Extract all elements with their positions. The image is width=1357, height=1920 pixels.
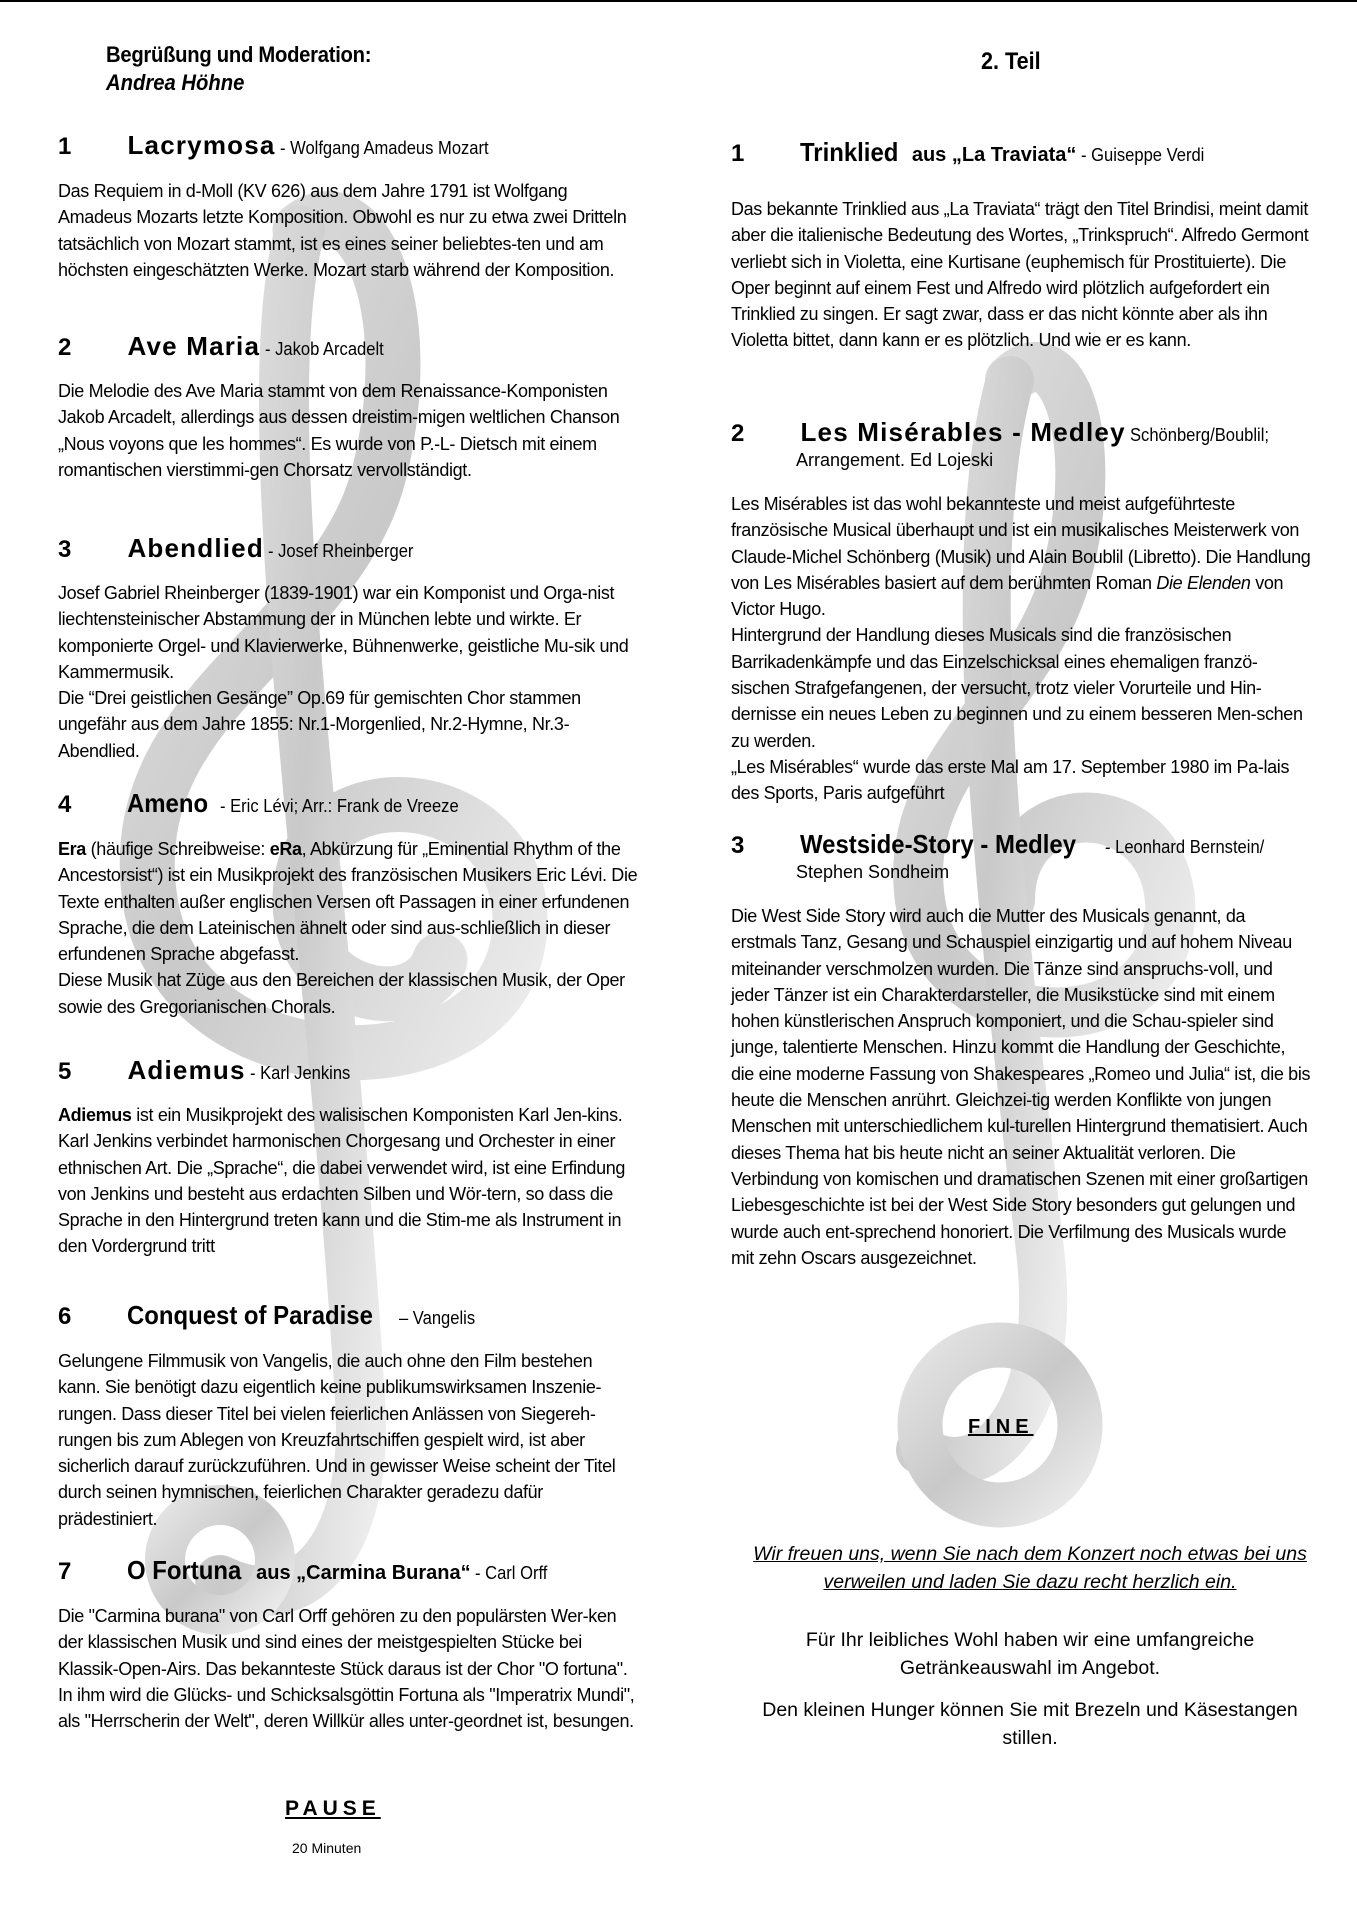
item-composer: - Karl Jenkins xyxy=(250,1063,351,1083)
food-text: Den kleinen Hunger können Sie mit Brezeln und Käsestangen stillen. xyxy=(762,1699,1298,1749)
item-description xyxy=(58,1102,638,1260)
item-description: Das bekannte Trinklied aus „La Traviata“ trägt den Titel Brindisi, meint damit aber die italienische Bedeutung des Wortes, „Trinkspruch“. Alfredo Germont verliebt sich in Violetta, eine Kurtisane (euphemisch für Prostituierte). Die Oper beginnt auf einem Fest und Alfredo wird plötzlich aufgefordert ein Trinklied zu singen. Er sagt zwar, dass er das nicht könnte aber als ihn Violetta bittet, dann kann er es plötzlich. Und wie er es kann. xyxy=(731,199,1309,351)
fine-label: FINE xyxy=(968,1416,1034,1438)
moderation-label: Begrüßung und Moderation: xyxy=(106,42,372,67)
project-name: Adiemus xyxy=(58,1105,132,1125)
item-title: Trinklied xyxy=(800,137,899,167)
description-paragraph: Josef Gabriel Rheinberger (1839-1901) war ein Komponist und Orga-nist liechtensteinischer Abstammung der in München lebte und wirkte. Er komponierte Orgel- und Klavierwerke, Bühnenwerke, geistliche Mu-sik und Kammermusik. xyxy=(58,583,629,682)
item-title: Adiemus xyxy=(127,1055,246,1085)
description-paragraph: Hintergrund der Handlung dieses Musicals sind die französischen Barrikadenkämpfe und das Einzelschicksal eines ehemaligen franzö-sischen Strafgefangenen, der versucht, trotz vieler Vorurteile und Hin-dernisse ein neues Leben zu beginnen und zu einem besseren Men-schen zu werden. xyxy=(731,625,1303,751)
moderator-name: Andrea Höhne xyxy=(106,70,245,95)
invitation-text: Wir freuen uns, wenn Sie nach dem Konzert noch etwas bei uns verweilen und laden Sie dazu recht herzlich ein. xyxy=(753,1543,1307,1593)
item-composer: - Carl Orff xyxy=(475,1563,548,1583)
program-item-heading xyxy=(58,1055,359,1086)
item-number: 5 xyxy=(58,1058,72,1085)
item-number: 1 xyxy=(731,140,745,167)
top-border xyxy=(0,0,1357,2)
description-text: (häufige Schreibweise: xyxy=(85,839,270,859)
drinks-text: Für Ihr leibliches Wohl haben wir eine umfangreiche Getränkeauswahl im Angebot. xyxy=(805,1629,1255,1679)
item-title: Ameno xyxy=(127,788,209,818)
item-title: Lacrymosa xyxy=(127,130,276,160)
description-paragraph: „Les Misérables“ wurde das erste Mal am 17. September 1980 im Pa-lais des Sports, Paris aufgeführt xyxy=(731,756,1290,804)
program-item-heading xyxy=(58,130,507,161)
program-item-heading xyxy=(58,533,426,564)
description-text: ist ein Musikprojekt des walisischen Komponisten Karl Jen-kins. Karl Jenkins verbindet harmonischen Chorgesang und Orchester in einer ethnischen Art. Die „Sprache“, die dabei verwendet wird, ist eine Erfindung von Jenkins und besteht aus erdachten Silben und Wör-tern, so dass die Sprache in den Hintergrund treten kann und die Stim-me als Instrument in den Vordergrund tritt xyxy=(58,1105,626,1257)
item-number: 3 xyxy=(731,832,745,859)
item-title: Les Misérables - Medley xyxy=(800,417,1126,447)
item-title: Conquest of Paradise xyxy=(127,1300,374,1330)
item-composer: - Jakob Arcadelt xyxy=(264,339,384,359)
description-text: , Abkürzung für „Eminential Rhythm of the Ancestorsist“) ist ein Musikprojekt des französischen Musikers Eric Lévi. Die Texte enthalten außer englischen Versen oft Passagen in einer erfundenen Sprache, die dem Lateinischen ähnelt oder sind aus-schließlich in dieser erfundenen Sprache abgefasst. xyxy=(58,839,638,965)
program-item-heading xyxy=(58,788,479,819)
item-description xyxy=(731,491,1311,807)
item-description: Die Melodie des Ave Maria stammt von dem Renaissance-Komponisten Jakob Arcadelt, allerdings aus dessen dreistim-migen weltlichen Chanson „Nous voyons que les hommes“. Es wurde von P.-L- Dietsch mit einem romantischen vierstimmi-gen Chorsatz vervollständigt. xyxy=(58,381,620,480)
item-composer: – Vangelis xyxy=(399,1308,476,1328)
item-number: 6 xyxy=(58,1303,72,1330)
item-title: Westside-Story - Medley xyxy=(800,829,1077,859)
item-title: Abendlied xyxy=(127,533,264,563)
item-composer: - Josef Rheinberger xyxy=(268,541,414,561)
description-paragraph: Die “Drei geistlichen Gesänge” Op.69 für gemischten Chor stammen ungefähr aus dem Jahre 1855: Nr.1-Morgenlied, Nr.2-Hymne, Nr.3-Abendlied. xyxy=(58,688,581,761)
item-number: 1 xyxy=(58,133,72,160)
item-description: Das Requiem in d-Moll (KV 626) aus dem Jahre 1791 ist Wolfgang Amadeus Mozarts letzte Komposition. Obwohl es nur zu etwa zwei Dritteln tatsächlich von Mozart stammt, ist es eines seiner beliebtes-ten und am höchsten eingeschätzten Werke. Mozart starb während der Komposition. xyxy=(58,181,627,280)
item-composer: - Wolfgang Amadeus Mozart xyxy=(280,138,489,158)
item-number: 2 xyxy=(731,420,745,447)
project-name: Era xyxy=(58,839,86,859)
item-title: Ave Maria xyxy=(127,331,261,361)
moderation-block xyxy=(106,42,394,96)
item-composer: - Guiseppe Verdi xyxy=(1080,145,1205,165)
item-composer: Schönberg/Boublil; xyxy=(1130,425,1270,445)
program-item-heading xyxy=(731,137,1215,168)
item-composer: - Eric Lévi; Arr.: Frank de Vreeze xyxy=(220,796,459,816)
item-description: Gelungene Filmmusik von Vangelis, die auch ohne den Film bestehen kann. Sie benötigt dazu eigentlich keine publikumswirksamen Inszenie-rungen. Dass dieser Titel bei vielen feierlichen Anlässen von Siegereh-rungen bis zum Ablegen von Kreuzfahrtschiffen gespielt wird, ist aber sicherlich darauf zurückzuführen. Und in gewisser Weise scheint der Titel durch seinen hymnischen, feierlichen Charakter geradezu dafür prädestiniert. xyxy=(58,1351,616,1529)
item-arranger: Arrangement. Ed Lojeski xyxy=(796,450,994,470)
item-description: Die "Carmina burana" von Carl Orff gehören zu den populärsten Wer-ken der klassischen Musik und sind eines der meistgespielten Stücke bei Klassik-Open-Airs. Das bekannteste Stück daraus ist der Chor "O fortuna". In ihm wird die Glücks- und Schicksalsgöttin Fortuna als "Imperatrix Mundi", als "Herrscherin der Welt", deren Willkür alles unter-geordnet ist, besungen. xyxy=(58,1606,635,1732)
pause-duration: 20 Minuten xyxy=(292,1840,362,1856)
part-2-title: 2. Teil xyxy=(981,48,1041,75)
program-item-heading xyxy=(731,417,1281,448)
item-number: 7 xyxy=(58,1558,72,1585)
program-item-heading xyxy=(731,829,1278,860)
item-title: O Fortuna xyxy=(127,1555,242,1585)
program-item-heading xyxy=(58,1300,482,1331)
item-description xyxy=(58,836,638,1020)
pause-label: PAUSE xyxy=(285,1797,381,1820)
item-title-suffix: aus „La Traviata“ xyxy=(911,144,1077,166)
project-name-alt: eRa xyxy=(269,839,302,859)
item-composer: - Leonhard Bernstein/ xyxy=(1104,837,1265,857)
program-item-heading xyxy=(58,1555,554,1586)
description-paragraph: Diese Musik hat Züge aus den Bereichen der klassischen Musik, der Oper sowie des Gregorianischen Chorals. xyxy=(58,970,625,1017)
item-number: 4 xyxy=(58,791,72,818)
item-description xyxy=(58,580,638,764)
description-text: von Victor Hugo. xyxy=(731,572,1284,620)
item-number: 2 xyxy=(58,334,72,361)
item-number: 3 xyxy=(58,536,72,563)
program-item-heading xyxy=(58,331,394,362)
novel-title: Die Elenden xyxy=(1156,572,1251,593)
item-composer-line2: Stephen Sondheim xyxy=(796,862,950,882)
item-description: Die West Side Story wird auch die Mutter des Musicals genannt, da erstmals Tanz, Gesang und Schauspiel einzigartig und auf hohem Niveau miteinander verschmolzen wurden. Die Tänze sind anspruchs-voll, und jeder Tänzer ist ein Charakterdarsteller, die Musikstücke sind mit einem hohen künstlerischen Anspruch komponiert, und die Schau-spieler sind junge, talentierte Menschen. Hinzu kommt die Handlung der Geschichte, die eine moderne Fassung von Shakespeares „Romeo und Julia“ ist, die bis heute die Menschen anrührt. Gleichzei-tig werden Konflikte von jungen Menschen mit unterschiedlichem kul-turellen Hintergrund thematisiert. Auch dieses Thema hat bis heute nicht an seiner Aktualität verloren. Die Verbindung von komischen und dramatischen Szenen mit einer großartigen Liebesgeschichte ist bei der West Side Story besonders gut gelungen und wurde auch ent-sprechend honoriert. Die Verfilmung des Musicals wurde mit zehn Oscars ausgezeichnet. xyxy=(731,906,1311,1268)
item-title-suffix: aus „Carmina Burana“ xyxy=(256,1562,471,1584)
description-text: Les Misérables ist das wohl bekannteste und meist aufgeführteste französische Musical überhaupt und ist ein musikalisches Meisterwerk von Claude-Michel Schönberg (Musik) und Alain Boublil (Libretto). Die Handlung von Les Misérables basiert auf dem berühmten Roman xyxy=(731,494,1311,593)
